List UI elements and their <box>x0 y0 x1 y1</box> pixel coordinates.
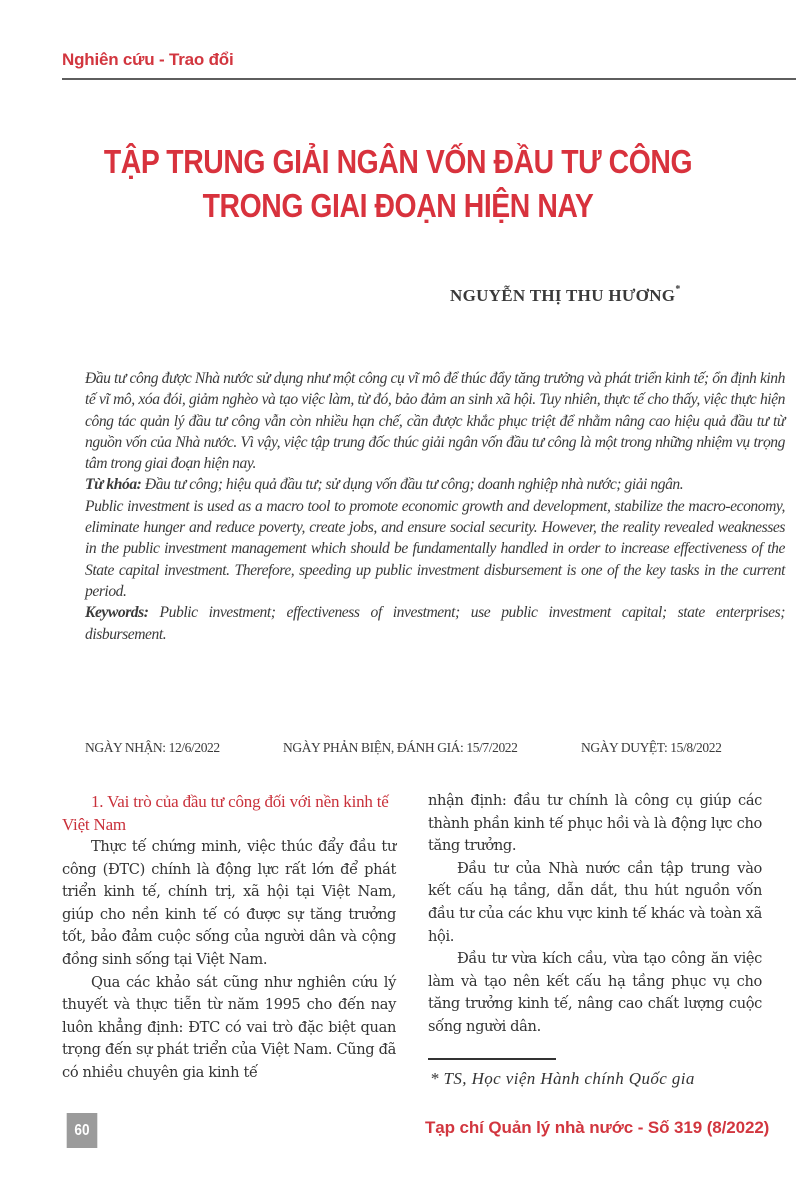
author-footnote-mark: * <box>675 284 681 295</box>
paragraph: nhận định: đầu tư chính là công cụ giúp các thành phần kinh tế phục hồi và là động lực cho tăng trưởng. <box>428 792 762 855</box>
keywords-en-text: Public investment; effectiveness of investment; use public investment capital; state enterprises; disbursement. <box>85 604 785 643</box>
date-reviewed: NGÀY PHẢN BIỆN, ĐÁNH GIÁ: 15/7/2022 <box>283 740 518 755</box>
title-line-1: TẬP TRUNG GIẢI NGÂN VỐN ĐẦU TƯ CÔNG <box>103 143 693 180</box>
page-number-badge: 60 <box>67 1113 98 1148</box>
paragraph: Đầu tư vừa kích cầu, vừa tạo công ăn việc làm và tạo nên kết cấu hạ tầng phục vụ cho tăng trưởng kinh tế, nâng cao chất lượng cuộc sống người dân. <box>428 950 762 1035</box>
title-line-2: TRONG GIAI ĐOẠN HIỆN NAY <box>202 187 594 224</box>
date-approved: NGÀY DUYỆT: 15/8/2022 <box>581 740 722 755</box>
keywords-english <box>85 602 785 645</box>
paragraph: Đầu tư của Nhà nước cần tập trung vào kết cấu hạ tầng, dẫn dắt, thu hút nguồn vốn đầu tư của các khu vực kinh tế khác và toàn xã hội. <box>428 859 762 945</box>
abstract <box>85 368 785 645</box>
paragraph: Qua các khảo sát cũng như nghiên cứu lý thuyết và thực tiễn từ năm 1995 cho đến nay luôn khẳng định: ĐTC có vai trò đặc biệt quan trọng đến sự phát triển của Việt Nam. Cũng đã có nhiều chuyên gia kinh tế <box>62 973 396 1081</box>
body-column-left <box>62 790 396 1085</box>
author-text: NGUYỄN THỊ THU HƯƠNG <box>450 286 676 305</box>
section-heading: 1. Vai trò của đầu tư công đối với nền kinh tế Việt Nam <box>62 792 389 834</box>
abstract-vietnamese: Đầu tư công được Nhà nước sử dụng như một công cụ vĩ mô để thúc đẩy tăng trưởng và phát triển kinh tế; ổn định kinh tế vĩ mô, xóa đói, giảm nghèo và tạo việc làm, từ đó, bảo đảm an sinh xã hội. Tuy nhiên, thực tế cho thấy, việc thực hiện công tác quản lý đầu tư công vẫn còn nhiều hạn chế, cần được khắc phục triệt để nhằm nâng cao hiệu quả đầu tư từ nguồn vốn của Nhà nước. Vì vậy, việc tập trung đốc thúc giải ngân vốn đầu tư công là một trong những nhiệm vụ trọng tâm trong giai đoạn hiện nay. <box>85 370 785 473</box>
keywords-vi-label: Từ khóa: <box>85 476 142 494</box>
section-label: Nghiên cứu - Trao đổi <box>62 50 234 69</box>
date-received: NGÀY NHẬN: 12/6/2022 <box>85 740 220 755</box>
keywords-vietnamese <box>85 474 785 495</box>
header-divider <box>62 78 796 80</box>
author-name <box>450 286 681 306</box>
keywords-vi-text: Đầu tư công; hiệu quả đầu tư; sử dụng vốn đầu tư công; doanh nghiệp nhà nước; giải ngân. <box>141 476 684 494</box>
paragraph: Thực tế chứng minh, việc thúc đẩy đầu tư công (ĐTC) chính là động lực rất lớn để phát triển kinh tế, chính trị, xã hội tại Việt Nam, giúp cho nền kinh tế có được sự tăng trưởng tốt, bảo đảm cuộc sống của người dân và cộng đồng sinh sống tại Việt Nam. <box>62 838 396 968</box>
abstract-english: Public investment is used as a macro tool to promote economic growth and development, stabilize the macro-economy, eliminate hunger and reduce poverty, create jobs, and ensure social security. However, the reality revealed weaknesses in the public investment management which should be fundamentally handled in order to increase effectiveness of the State capital investment. Therefore, speeding up public investment disbursement is one of the key tasks in the current period. <box>85 497 785 600</box>
article-dates <box>85 740 785 756</box>
journal-citation: Tạp chí Quản lý nhà nước - Số 319 (8/2022) <box>425 1118 770 1137</box>
keywords-en-label: Keywords: <box>85 604 149 622</box>
article-title <box>56 140 741 228</box>
author-footnote: * TS, Học viện Hành chính Quốc gia <box>430 1069 695 1088</box>
footnote-divider <box>428 1058 556 1060</box>
body-column-right <box>428 790 762 1039</box>
